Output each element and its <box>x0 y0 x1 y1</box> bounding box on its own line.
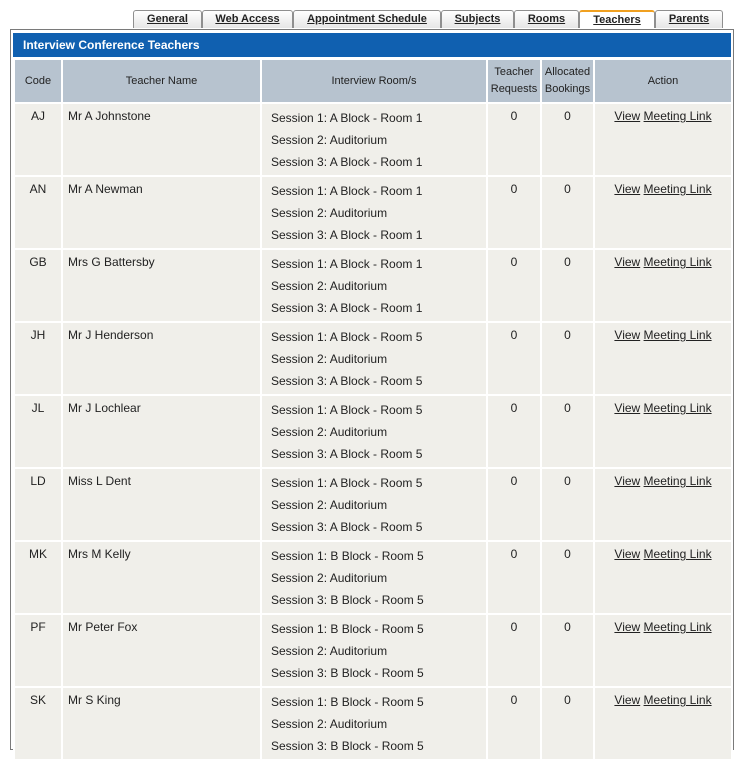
interview-rooms <box>261 395 487 468</box>
allocated-bookings-count: 0 <box>541 541 594 614</box>
teacher-requests-count: 0 <box>487 103 541 176</box>
session-2-room: Session 2: Auditorium <box>271 498 388 512</box>
meeting-link[interactable]: Meeting Link <box>643 620 712 634</box>
view-link[interactable]: View <box>614 401 641 415</box>
teacher-name: Mr J Lochlear <box>62 395 261 468</box>
teacher-code: AN <box>14 176 62 249</box>
allocated-bookings-count: 0 <box>541 468 594 541</box>
session-3-room: Session 3: B Block - Room 5 <box>271 666 424 680</box>
teacher-code: MK <box>14 541 62 614</box>
column-header-code: Code <box>14 59 62 103</box>
view-link[interactable]: View <box>614 547 641 561</box>
tab-general[interactable]: General <box>133 10 202 28</box>
action-cell <box>594 687 732 760</box>
teacher-name: Mrs G Battersby <box>62 249 261 322</box>
allocated-bookings-count: 0 <box>541 103 594 176</box>
tab-appointment-schedule[interactable]: Appointment Schedule <box>293 10 441 28</box>
action-cell <box>594 468 732 541</box>
session-1-room: Session 1: A Block - Room 5 <box>271 476 423 490</box>
teacher-code: JL <box>14 395 62 468</box>
session-3-room: Session 3: A Block - Room 1 <box>271 155 423 169</box>
panel-title: Interview Conference Teachers <box>13 33 731 57</box>
teacher-name: Miss L Dent <box>62 468 261 541</box>
tab-rooms[interactable]: Rooms <box>514 10 579 28</box>
session-3-room: Session 3: A Block - Room 5 <box>271 520 423 534</box>
teacher-code: PF <box>14 614 62 687</box>
interview-rooms <box>261 176 487 249</box>
session-2-room: Session 2: Auditorium <box>271 206 388 220</box>
allocated-bookings-count: 0 <box>541 614 594 687</box>
action-cell <box>594 541 732 614</box>
meeting-link[interactable]: Meeting Link <box>643 255 712 269</box>
teachers-table <box>13 58 733 761</box>
teacher-requests-count: 0 <box>487 322 541 395</box>
session-2-room: Session 2: Auditorium <box>271 644 388 658</box>
allocated-bookings-count: 0 <box>541 176 594 249</box>
session-3-room: Session 3: A Block - Room 1 <box>271 228 423 242</box>
session-1-room: Session 1: A Block - Room 1 <box>271 184 423 198</box>
session-1-room: Session 1: A Block - Room 5 <box>271 330 423 344</box>
interview-rooms <box>261 103 487 176</box>
meeting-link[interactable]: Meeting Link <box>643 547 712 561</box>
tab-subjects[interactable]: Subjects <box>441 10 514 28</box>
column-header-teacher-requests: Teacher Requests <box>487 59 541 103</box>
meeting-link[interactable]: Meeting Link <box>643 328 712 342</box>
table-row <box>14 249 732 322</box>
view-link[interactable]: View <box>614 620 641 634</box>
action-cell <box>594 103 732 176</box>
interview-rooms <box>261 468 487 541</box>
meeting-link[interactable]: Meeting Link <box>643 182 712 196</box>
view-link[interactable]: View <box>614 182 641 196</box>
session-2-room: Session 2: Auditorium <box>271 352 388 366</box>
table-row <box>14 687 732 760</box>
teacher-name: Mrs M Kelly <box>62 541 261 614</box>
allocated-bookings-count: 0 <box>541 249 594 322</box>
table-row <box>14 468 732 541</box>
view-link[interactable]: View <box>614 474 641 488</box>
session-2-room: Session 2: Auditorium <box>271 425 388 439</box>
teacher-name: Mr S King <box>62 687 261 760</box>
table-row <box>14 322 732 395</box>
session-3-room: Session 3: B Block - Room 5 <box>271 593 424 607</box>
action-cell <box>594 395 732 468</box>
column-header-interview-rooms: Interview Room/s <box>261 59 487 103</box>
action-cell <box>594 614 732 687</box>
column-header-allocated-bookings: Allocated Bookings <box>541 59 594 103</box>
teacher-name: Mr Peter Fox <box>62 614 261 687</box>
tab-bar <box>133 10 723 29</box>
teacher-requests-count: 0 <box>487 176 541 249</box>
table-row <box>14 614 732 687</box>
allocated-bookings-count: 0 <box>541 687 594 760</box>
meeting-link[interactable]: Meeting Link <box>643 474 712 488</box>
teacher-code: LD <box>14 468 62 541</box>
tab-parents[interactable]: Parents <box>655 10 723 28</box>
meeting-link[interactable]: Meeting Link <box>643 693 712 707</box>
teacher-requests-count: 0 <box>487 395 541 468</box>
teacher-name: Mr A Newman <box>62 176 261 249</box>
teacher-requests-count: 0 <box>487 541 541 614</box>
meeting-link[interactable]: Meeting Link <box>643 109 712 123</box>
session-3-room: Session 3: A Block - Room 5 <box>271 374 423 388</box>
interview-rooms <box>261 249 487 322</box>
view-link[interactable]: View <box>614 109 641 123</box>
session-1-room: Session 1: B Block - Room 5 <box>271 695 424 709</box>
tab-web-access[interactable]: Web Access <box>202 10 293 28</box>
interview-rooms <box>261 541 487 614</box>
action-cell <box>594 176 732 249</box>
session-1-room: Session 1: A Block - Room 1 <box>271 111 423 125</box>
teacher-name: Mr A Johnstone <box>62 103 261 176</box>
view-link[interactable]: View <box>614 693 641 707</box>
teacher-requests-count: 0 <box>487 687 541 760</box>
teacher-code: GB <box>14 249 62 322</box>
session-3-room: Session 3: A Block - Room 5 <box>271 447 423 461</box>
interview-rooms <box>261 614 487 687</box>
allocated-bookings-count: 0 <box>541 322 594 395</box>
table-row <box>14 103 732 176</box>
session-2-room: Session 2: Auditorium <box>271 133 388 147</box>
interview-rooms <box>261 687 487 760</box>
session-1-room: Session 1: B Block - Room 5 <box>271 622 424 636</box>
column-header-teacher-name: Teacher Name <box>62 59 261 103</box>
teacher-requests-count: 0 <box>487 614 541 687</box>
teachers-panel <box>10 29 734 753</box>
teacher-code: JH <box>14 322 62 395</box>
teacher-name: Mr J Henderson <box>62 322 261 395</box>
action-cell <box>594 249 732 322</box>
session-2-room: Session 2: Auditorium <box>271 717 388 731</box>
teacher-requests-count: 0 <box>487 468 541 541</box>
session-1-room: Session 1: A Block - Room 5 <box>271 403 423 417</box>
teacher-requests-count: 0 <box>487 249 541 322</box>
session-3-room: Session 3: B Block - Room 5 <box>271 739 424 753</box>
session-1-room: Session 1: B Block - Room 5 <box>271 549 424 563</box>
view-link[interactable]: View <box>614 255 641 269</box>
column-header-action: Action <box>594 59 732 103</box>
interview-rooms <box>261 322 487 395</box>
session-3-room: Session 3: A Block - Room 1 <box>271 301 423 315</box>
teacher-code: AJ <box>14 103 62 176</box>
session-2-room: Session 2: Auditorium <box>271 571 388 585</box>
table-header-row <box>14 59 732 103</box>
session-2-room: Session 2: Auditorium <box>271 279 388 293</box>
teacher-code: SK <box>14 687 62 760</box>
table-row <box>14 541 732 614</box>
session-1-room: Session 1: A Block - Room 1 <box>271 257 423 271</box>
table-row <box>14 395 732 468</box>
tab-teachers[interactable]: Teachers <box>579 10 655 28</box>
action-cell <box>594 322 732 395</box>
view-link[interactable]: View <box>614 328 641 342</box>
meeting-link[interactable]: Meeting Link <box>643 401 712 415</box>
allocated-bookings-count: 0 <box>541 395 594 468</box>
table-row <box>14 176 732 249</box>
